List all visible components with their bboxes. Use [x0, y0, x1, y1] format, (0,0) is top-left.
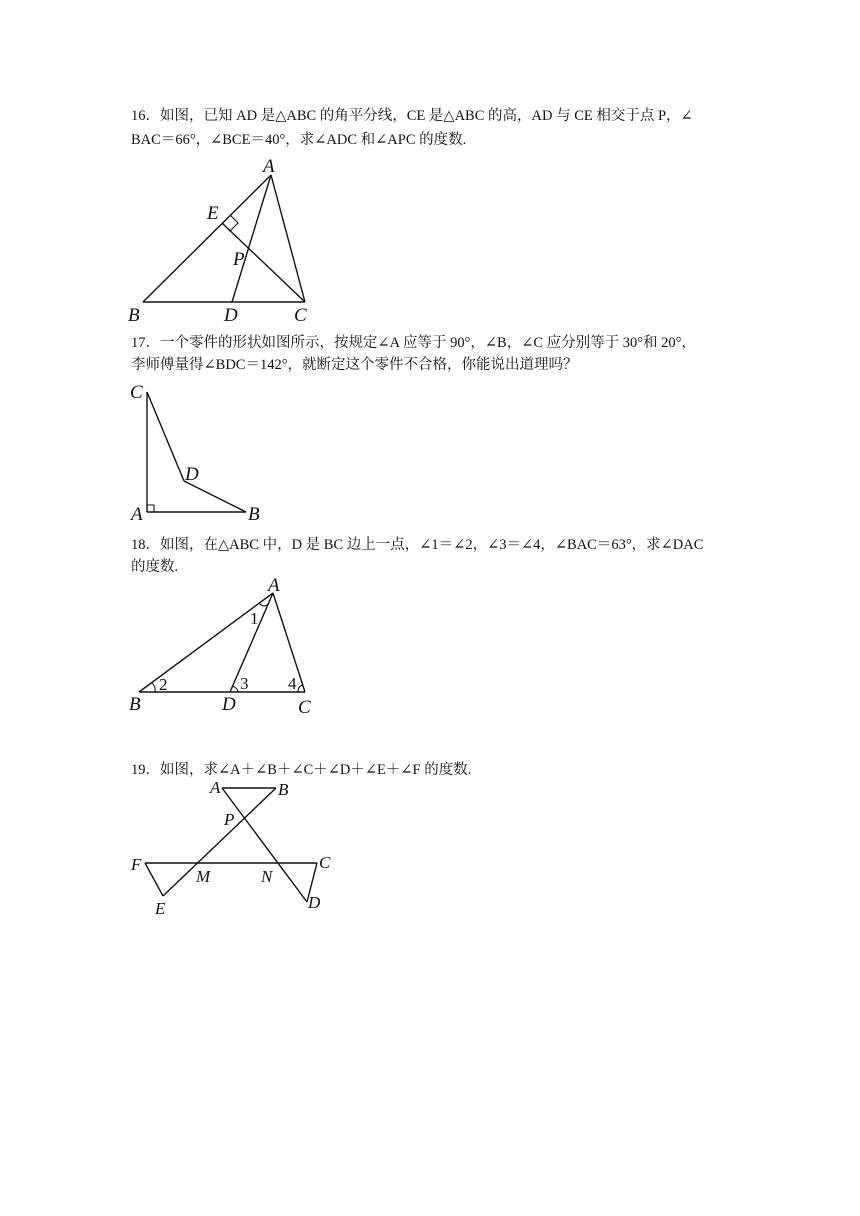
label-d-17: D [185, 464, 199, 485]
problem-19-line-1: 19．如图，求∠A＋∠B＋∠C＋∠D＋∠E＋∠F 的度数. [131, 762, 472, 778]
label-m-19: M [196, 867, 211, 886]
label-p-16: P [233, 249, 245, 270]
problem-18-line-2: 的度数. [131, 559, 179, 575]
label-a-17: A [131, 504, 143, 525]
label-c-18: C [298, 697, 311, 718]
label-e-19: E [155, 899, 166, 918]
label-p-19: P [224, 810, 235, 829]
label-b-19: B [278, 780, 289, 799]
problem-17-line-2: 李师傅量得∠BDC＝142°，就断定这个零件不合格，你能说出道理吗？ [131, 357, 578, 373]
label-c-16: C [294, 305, 307, 326]
label-a-19: A [210, 778, 221, 797]
angle-label-3: 3 [240, 674, 249, 693]
label-a-18: A [268, 575, 280, 596]
label-c-19: C [319, 853, 331, 872]
angle-label-1: 1 [250, 609, 259, 628]
angle-label-4: 4 [288, 674, 297, 693]
label-b-17: B [248, 504, 260, 525]
problem-17-line-1: 17．一个零件的形状如图所示，按规定∠A 应等于 90°，∠B，∠C 应分别等于 30°和 20°， [131, 335, 696, 351]
angle-label-2: 2 [159, 675, 168, 694]
label-d-18: D [222, 694, 236, 715]
label-b-18: B [129, 694, 141, 715]
segment-be-19 [163, 788, 276, 896]
label-e-16: E [207, 203, 219, 224]
label-d-16: D [224, 305, 238, 326]
label-c-17: C [130, 382, 143, 403]
label-d-19: D [308, 893, 321, 912]
problem-16-line-2: BAC＝66°，∠BCE＝40°，求∠ADC 和∠APC 的度数. [131, 132, 467, 148]
problem-18-line-1: 18．如图，在△ABC 中，D 是 BC 边上一点，∠1＝∠2，∠3＝∠4，∠BAC＝63°，求∠DAC [131, 537, 704, 553]
label-a-16: A [263, 156, 275, 177]
label-f-19: F [131, 855, 142, 874]
label-n-19: N [261, 867, 273, 886]
segment-fe-19 [145, 863, 163, 896]
label-b-16: B [128, 305, 140, 326]
problem-16-line-1: 16．如图，已知 AD 是△ABC 的角平分线，CE 是△ABC 的高，AD 与 CE 相交于点 P，∠ [131, 108, 693, 124]
